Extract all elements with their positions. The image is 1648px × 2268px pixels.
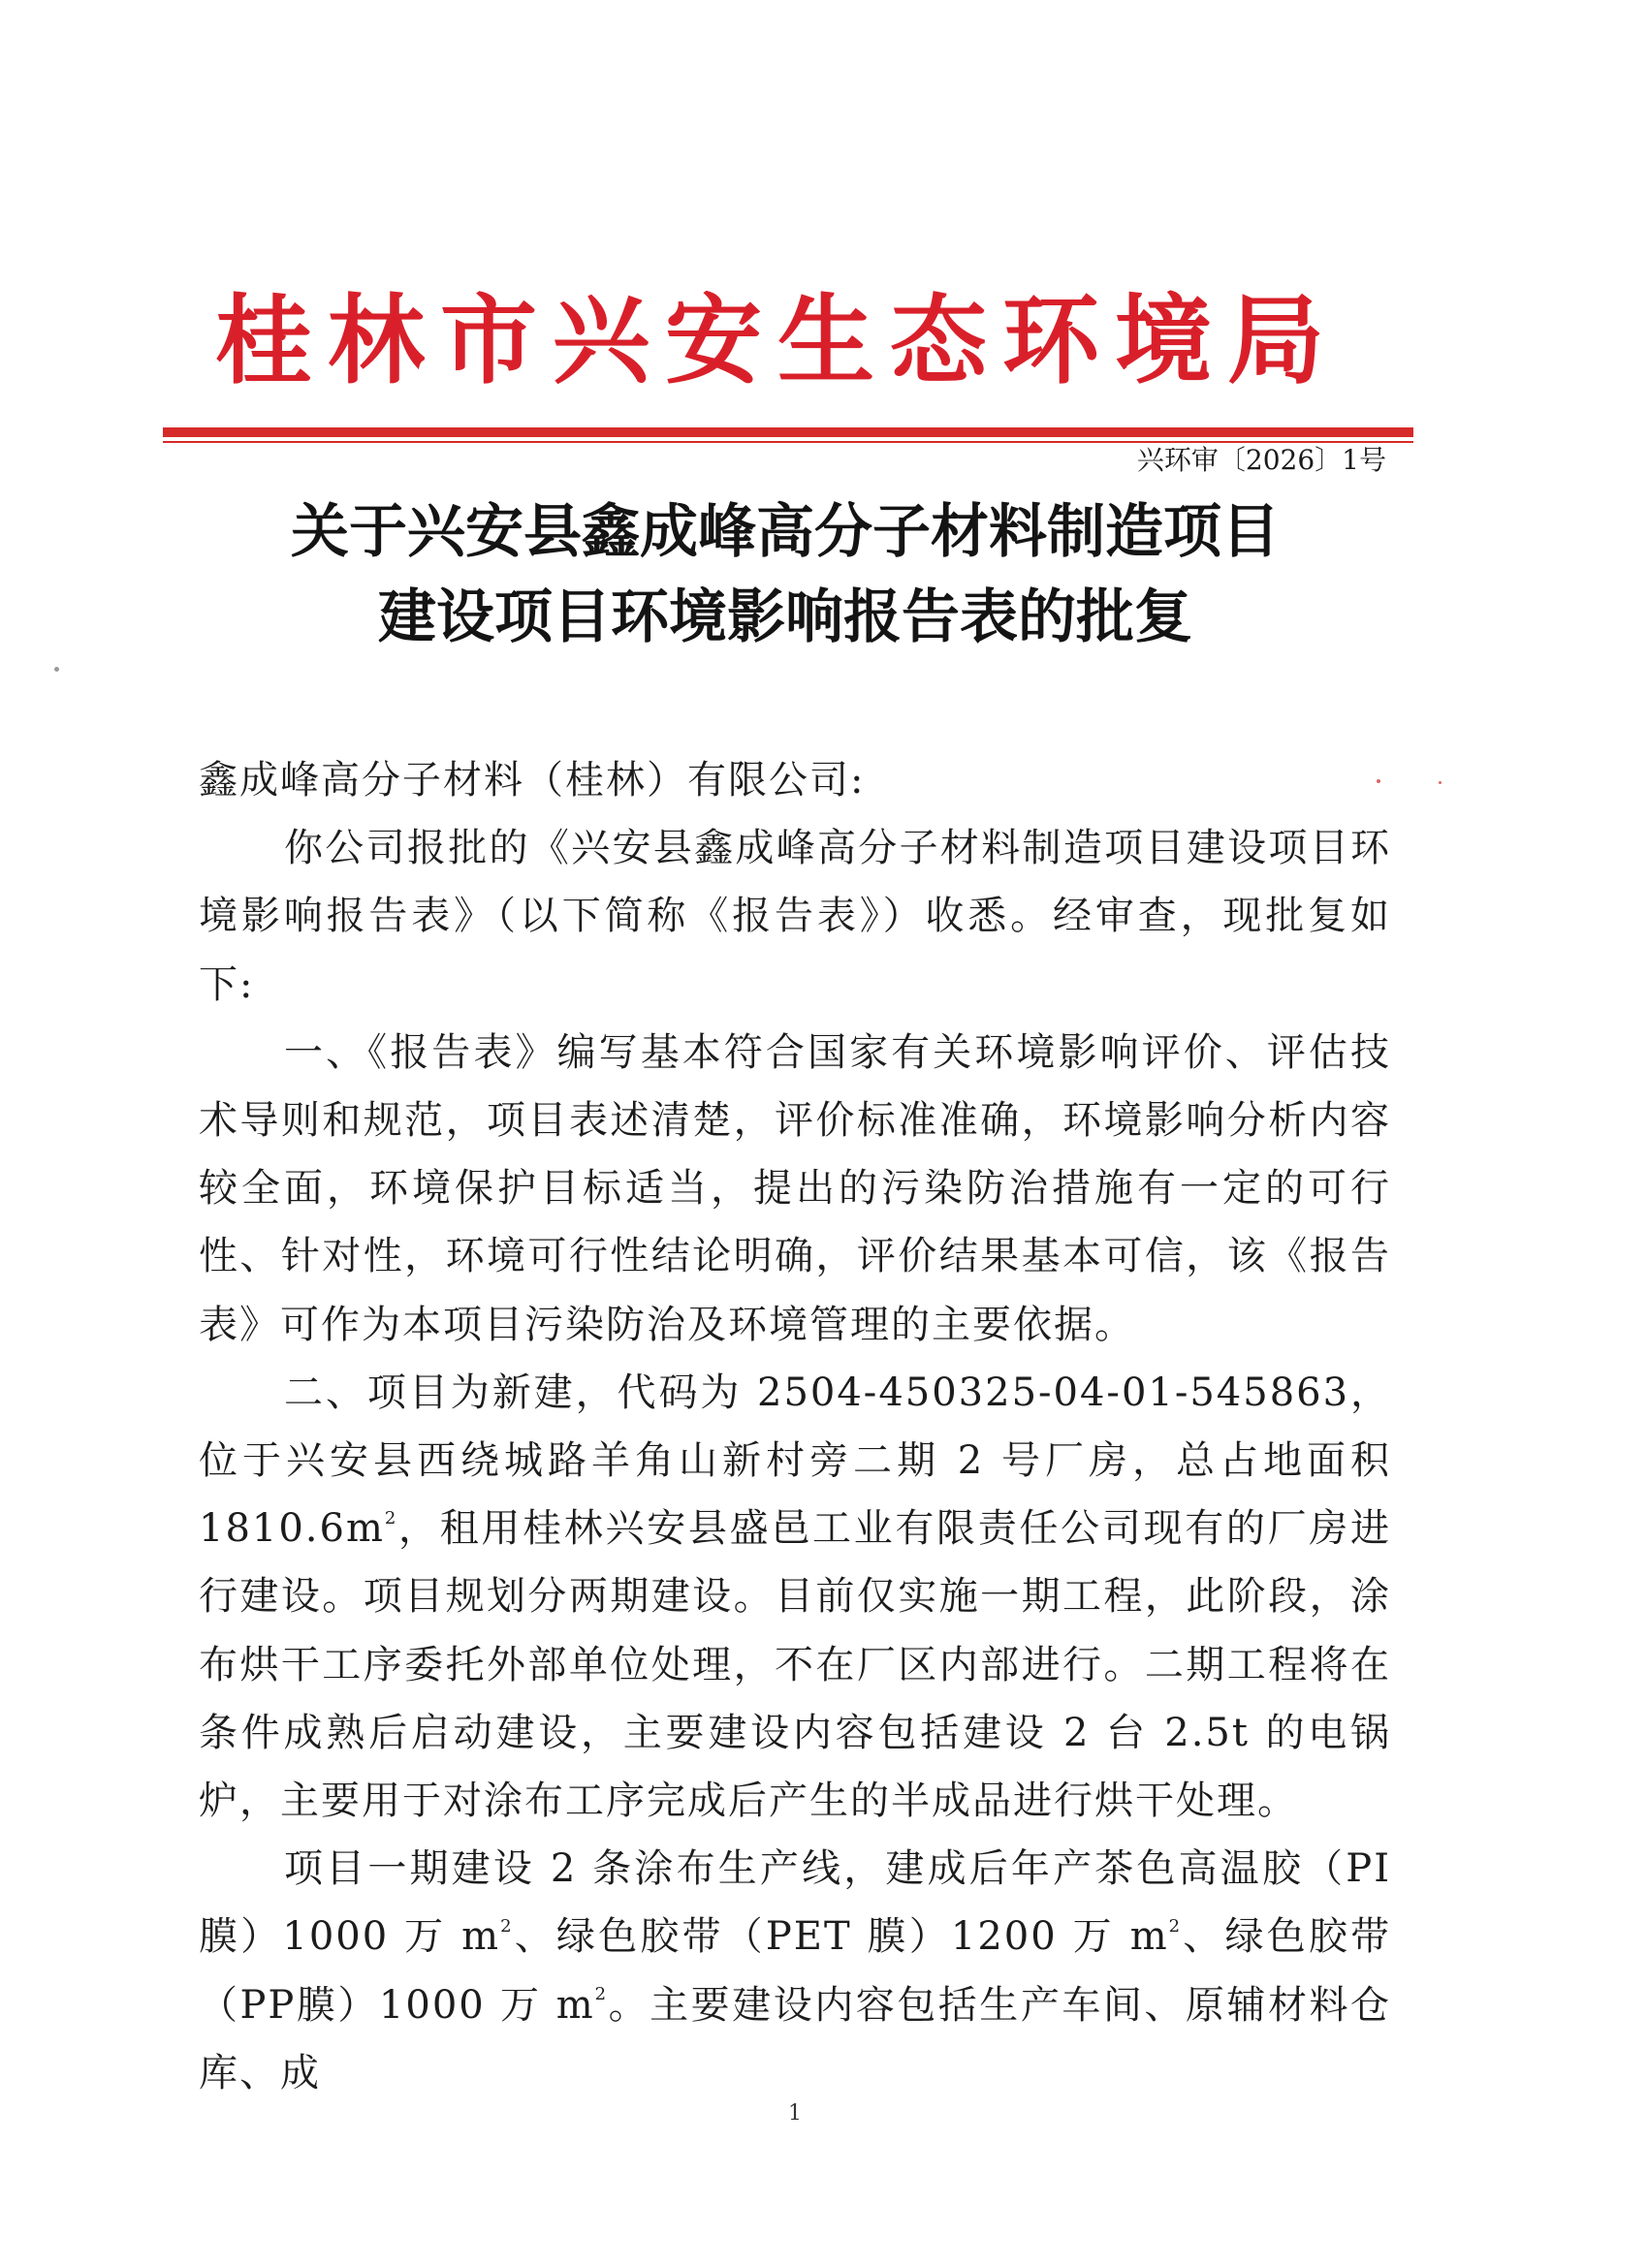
superscript-square: 2 <box>500 1916 514 1937</box>
issuing-organization-header: 桂林市兴安生态环境局 <box>215 284 1340 397</box>
superscript-square: 2 <box>1168 1916 1183 1937</box>
paragraph-item-2-part-b: ，租用桂林兴安县盛邑工业有限责任公司现有的厂房进行建设。项目规划分两期建设。目前仅实施一期工程，此阶段，涂布烘干工序委托外部单位处理，不在厂区内部进行。二期工程将在条件成熟后启动建设，主要建设内容包括建设 2 台 2.5t 的电锅炉，主要用于对涂布工序完成后产生的半成品进行烘干处理。 <box>199 1506 1391 1824</box>
document-title <box>194 489 1377 660</box>
document-title-line-2: 建设项目环境影响报告表的批复 <box>378 583 1192 651</box>
scan-speck <box>1439 781 1442 784</box>
paragraph-intro: 你公司报批的《兴安县鑫成峰高分子材料制造项目建设项目环境影响报告表》（以下简称《报告表》）收悉。经审查，现批复如下: <box>199 826 1391 1007</box>
superscript-square: 2 <box>594 1984 609 2005</box>
scan-speck <box>54 667 59 672</box>
paragraph-phase-one <box>199 1835 1391 2107</box>
paragraph-phase-one-part-c: 、绿色胶带（PP膜）1000 万 m <box>199 1914 1392 2028</box>
page-number: 1 <box>788 2101 802 2126</box>
paragraph-phase-one-part-a: 项目一期建设 2 条涂布生产线，建成后年产茶色高温胶（PI膜）1000 万 m <box>199 1846 1391 1960</box>
paragraph-item-2-part-a: 二、项目为新建，代码为 2504-450325-04-01-545863，位于兴安县西绕城路羊角山新村旁二期 2 号厂房，总占地面积 1810.6m <box>199 1370 1391 1552</box>
paragraph-phase-one-part-b: 、绿色胶带（PET 膜）1200 万 m <box>513 1914 1169 1960</box>
red-separator-line <box>163 427 1413 437</box>
scan-speck <box>1377 779 1380 783</box>
superscript-square: 2 <box>384 1507 398 1528</box>
document-number: 兴环审〔2026〕1号 <box>1136 444 1386 476</box>
salutation: 鑫成峰高分子材料（桂林）有限公司: <box>199 758 866 803</box>
document-title-line-1: 关于兴安县鑫成峰高分子材料制造项目 <box>291 498 1280 566</box>
paragraph-item-1: 一、《报告表》编写基本符合国家有关环境影响评价、评估技术导则和规范，项目表述清楚，评价标准准确，环境影响分析内容较全面，环境保护目标适当，提出的污染防治措施有一定的可行性、针对性，环境可行性结论明确，评价结果基本可信，该《报告表》可作为本项目污染防治及环境管理的主要依据。 <box>199 1029 1391 1347</box>
paragraph-item-2 <box>199 1359 1391 1835</box>
document-body <box>199 746 1391 2107</box>
paragraph-phase-one-part-d: 。主要建设内容包括生产车间、原辅材料仓库、成 <box>199 1982 1392 2095</box>
